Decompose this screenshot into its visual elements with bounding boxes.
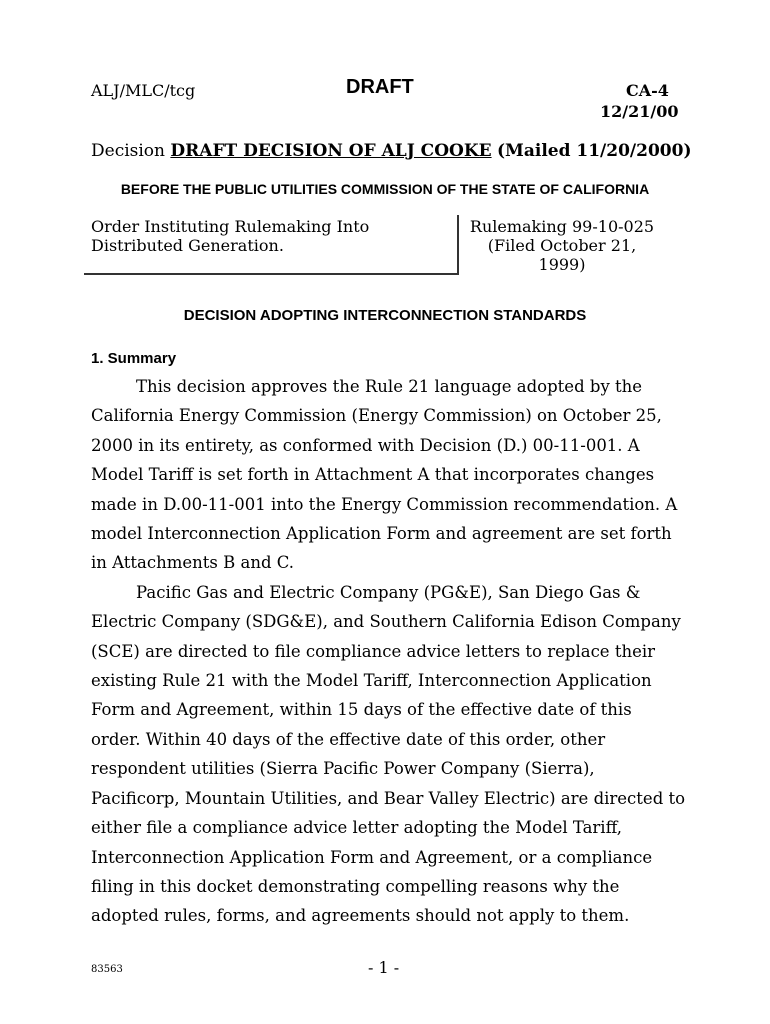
header-date: 12/21/00 — [600, 102, 679, 121]
decision-mailed: (Mailed 11/20/2000) — [496, 141, 692, 161]
footer-doc-number: 83563 — [91, 964, 123, 975]
header-code: CA-4 — [626, 81, 669, 100]
caption-left-line1: Order Instituting Rulemaking Into — [91, 217, 370, 236]
summary-heading: 1. Summary — [91, 350, 177, 367]
caption-right-line2: (Filed October 21, — [487, 236, 637, 255]
caption-left-line2: Distributed Generation. — [91, 236, 284, 255]
section-title: DECISION ADOPTING INTERCONNECTION STANDARDS — [183, 307, 587, 324]
paragraph-1: This decision approves the Rule 21 language adopted by the California Energy Commission (Energy Commission) on October 25, 2000 in its entirety, as conformed with Decision (D.) 00-11-001. A Model Tariff is set forth in Attachment A that incorporates changes made in D.00-11-001 into the Energy Commission recommendation. A model Interconnection Application Form and agreement are set forth in Attachments B and C. — [91, 377, 678, 573]
body-text — [91, 372, 686, 931]
commission-heading: BEFORE THE PUBLIC UTILITIES COMMISSION OF THE STATE OF CALIFORNIA — [120, 181, 650, 197]
decision-prefix: Decision — [91, 141, 165, 161]
draft-label: DRAFT — [346, 76, 414, 98]
page-number: - 1 - — [368, 958, 400, 977]
caption-right — [462, 217, 662, 274]
caption-right-line3: 1999) — [538, 255, 586, 274]
caption-left — [91, 217, 369, 255]
paragraph-2: Pacific Gas and Electric Company (PG&E), San Diego Gas & Electric Company (SDG&E), and Southern California Edison Company (SCE) are directed to file compliance advice letters to replace their existing Rule 21 with the Model Tariff, Interconnection Application Form and Agreement, within 15 days of the effective date of this order. Within 40 days of the effective date of this order, other respondent utilities (Sierra Pacific Power Company (Sierra), Pacificorp, Mountain Utilities, and Bear Valley Electric) are directed to either file a compliance advice letter adopting the Model Tariff, Interconnection Application Form and Agreement, or a compliance filing in this docket demonstrating compelling reasons why the adopted rules, forms, and agreements should not apply to them. — [91, 582, 686, 926]
caption-divider-vertical — [457, 215, 459, 274]
caption-right-line1: Rulemaking 99-10-025 — [469, 217, 655, 236]
decision-title: DRAFT DECISION OF ALJ COOKE — [170, 141, 492, 161]
decision-line — [91, 141, 692, 161]
header-left: ALJ/MLC/tcg — [91, 81, 196, 100]
caption-divider-horizontal — [84, 273, 459, 275]
